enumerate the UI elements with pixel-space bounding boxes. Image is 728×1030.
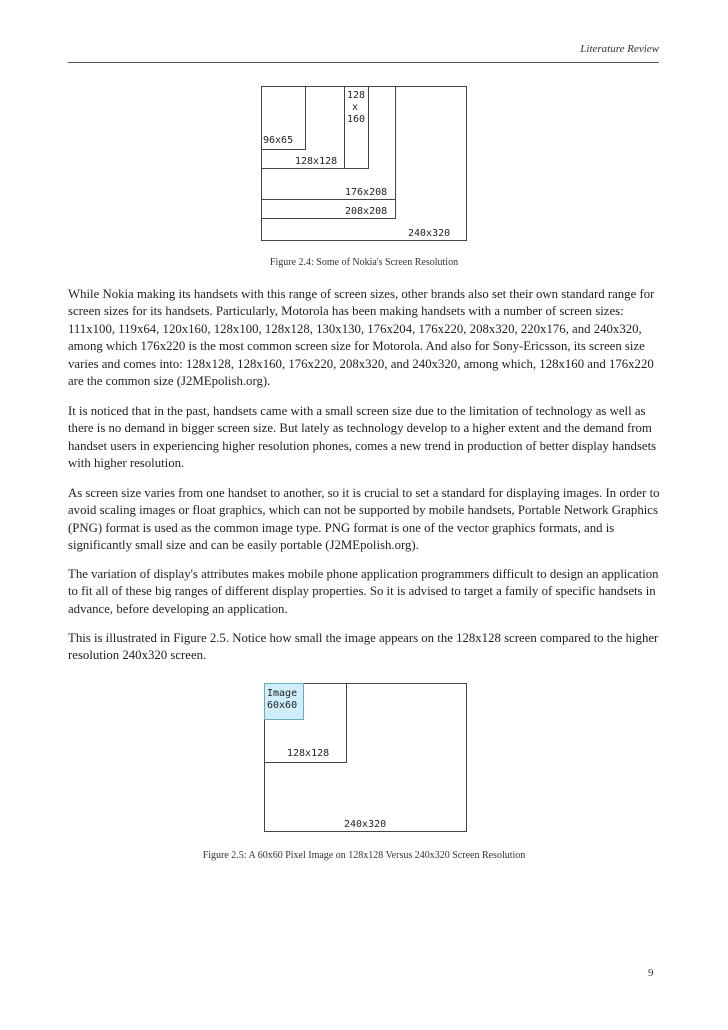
label-240x320-fig5: 240x320 bbox=[344, 819, 387, 830]
label-176x208: 176x208 bbox=[345, 187, 388, 198]
paragraph-5: This is illustrated in Figure 2.5. Notice how small the image appears on the 128x128 screen compared to the higher resolution 240x320 screen. bbox=[68, 631, 659, 663]
figure-2-4-caption: Figure 2.4: Some of Nokia's Screen Resolution bbox=[269, 257, 459, 268]
paragraph-4: The variation of display's attributes makes mobile phone application programmers difficult to design an application to fit all of these big ranges of different display properties. So it is advised to target a family of specific handsets in advance, before developing an application. bbox=[68, 567, 659, 616]
label-128x128: 128x128 bbox=[295, 156, 338, 167]
paragraph-2: It is noticed that in the past, handsets came with a small screen size due to the limitation of technology as well as there is no demand in bigger screen size. But lately as technology develop to a higher extent and the demand from handset users in experiencing higher resolution phones, comes a new trend in production of better display handsets with higher resolution. bbox=[68, 404, 657, 471]
running-header: Literature Review bbox=[580, 43, 659, 55]
label-208x208: 208x208 bbox=[345, 206, 388, 217]
label-128x160-line2: x bbox=[352, 102, 359, 113]
label-image-size: 60x60 bbox=[267, 700, 298, 711]
label-128x160-line1: 128 bbox=[347, 90, 366, 101]
label-image: Image bbox=[267, 688, 298, 699]
label-128x160-line3: 160 bbox=[347, 114, 366, 125]
paragraph-3: As screen size varies from one handset to another, so it is crucial to set a standard for displaying images. In order to avoid scaling images or float graphics, which can not be supported by mobile handsets, Portable Network Graphics (PNG) format is used as the common image type. PNG format is one of the vector graphics formats, and is significantly small size and can be easily portable (J2MEpolish.org). bbox=[68, 486, 660, 553]
paragraph-1: While Nokia making its handsets with this range of screen sizes, other brands also set their own standard range for screen sizes for its handsets. Particularly, Motorola has been making handsets with a number of screen sizes: 111x100, 119x64, 120x160, 128x100, 128x128, 130x130, 176x204, 176x220, 208x320, 220x176, and 240x320, among which 176x220 is the most common screen size for Motorola. And also for Sony-Ericsson, its screen size varies and comes into: 128x128, 128x160, 176x220, 208x320, and 240x320, among which, 128x160 and 176x220 are the common size (J2MEpolish.org). bbox=[68, 287, 655, 389]
label-128x128-fig5: 128x128 bbox=[287, 748, 330, 759]
label-240x320: 240x320 bbox=[408, 228, 451, 239]
figure-2-5-caption: Figure 2.5: A 60x60 Pixel Image on 128x128 Versus 240x320 Screen Resolution bbox=[202, 850, 526, 861]
page-number: 9 bbox=[648, 967, 654, 979]
label-96x65: 96x65 bbox=[263, 135, 294, 146]
